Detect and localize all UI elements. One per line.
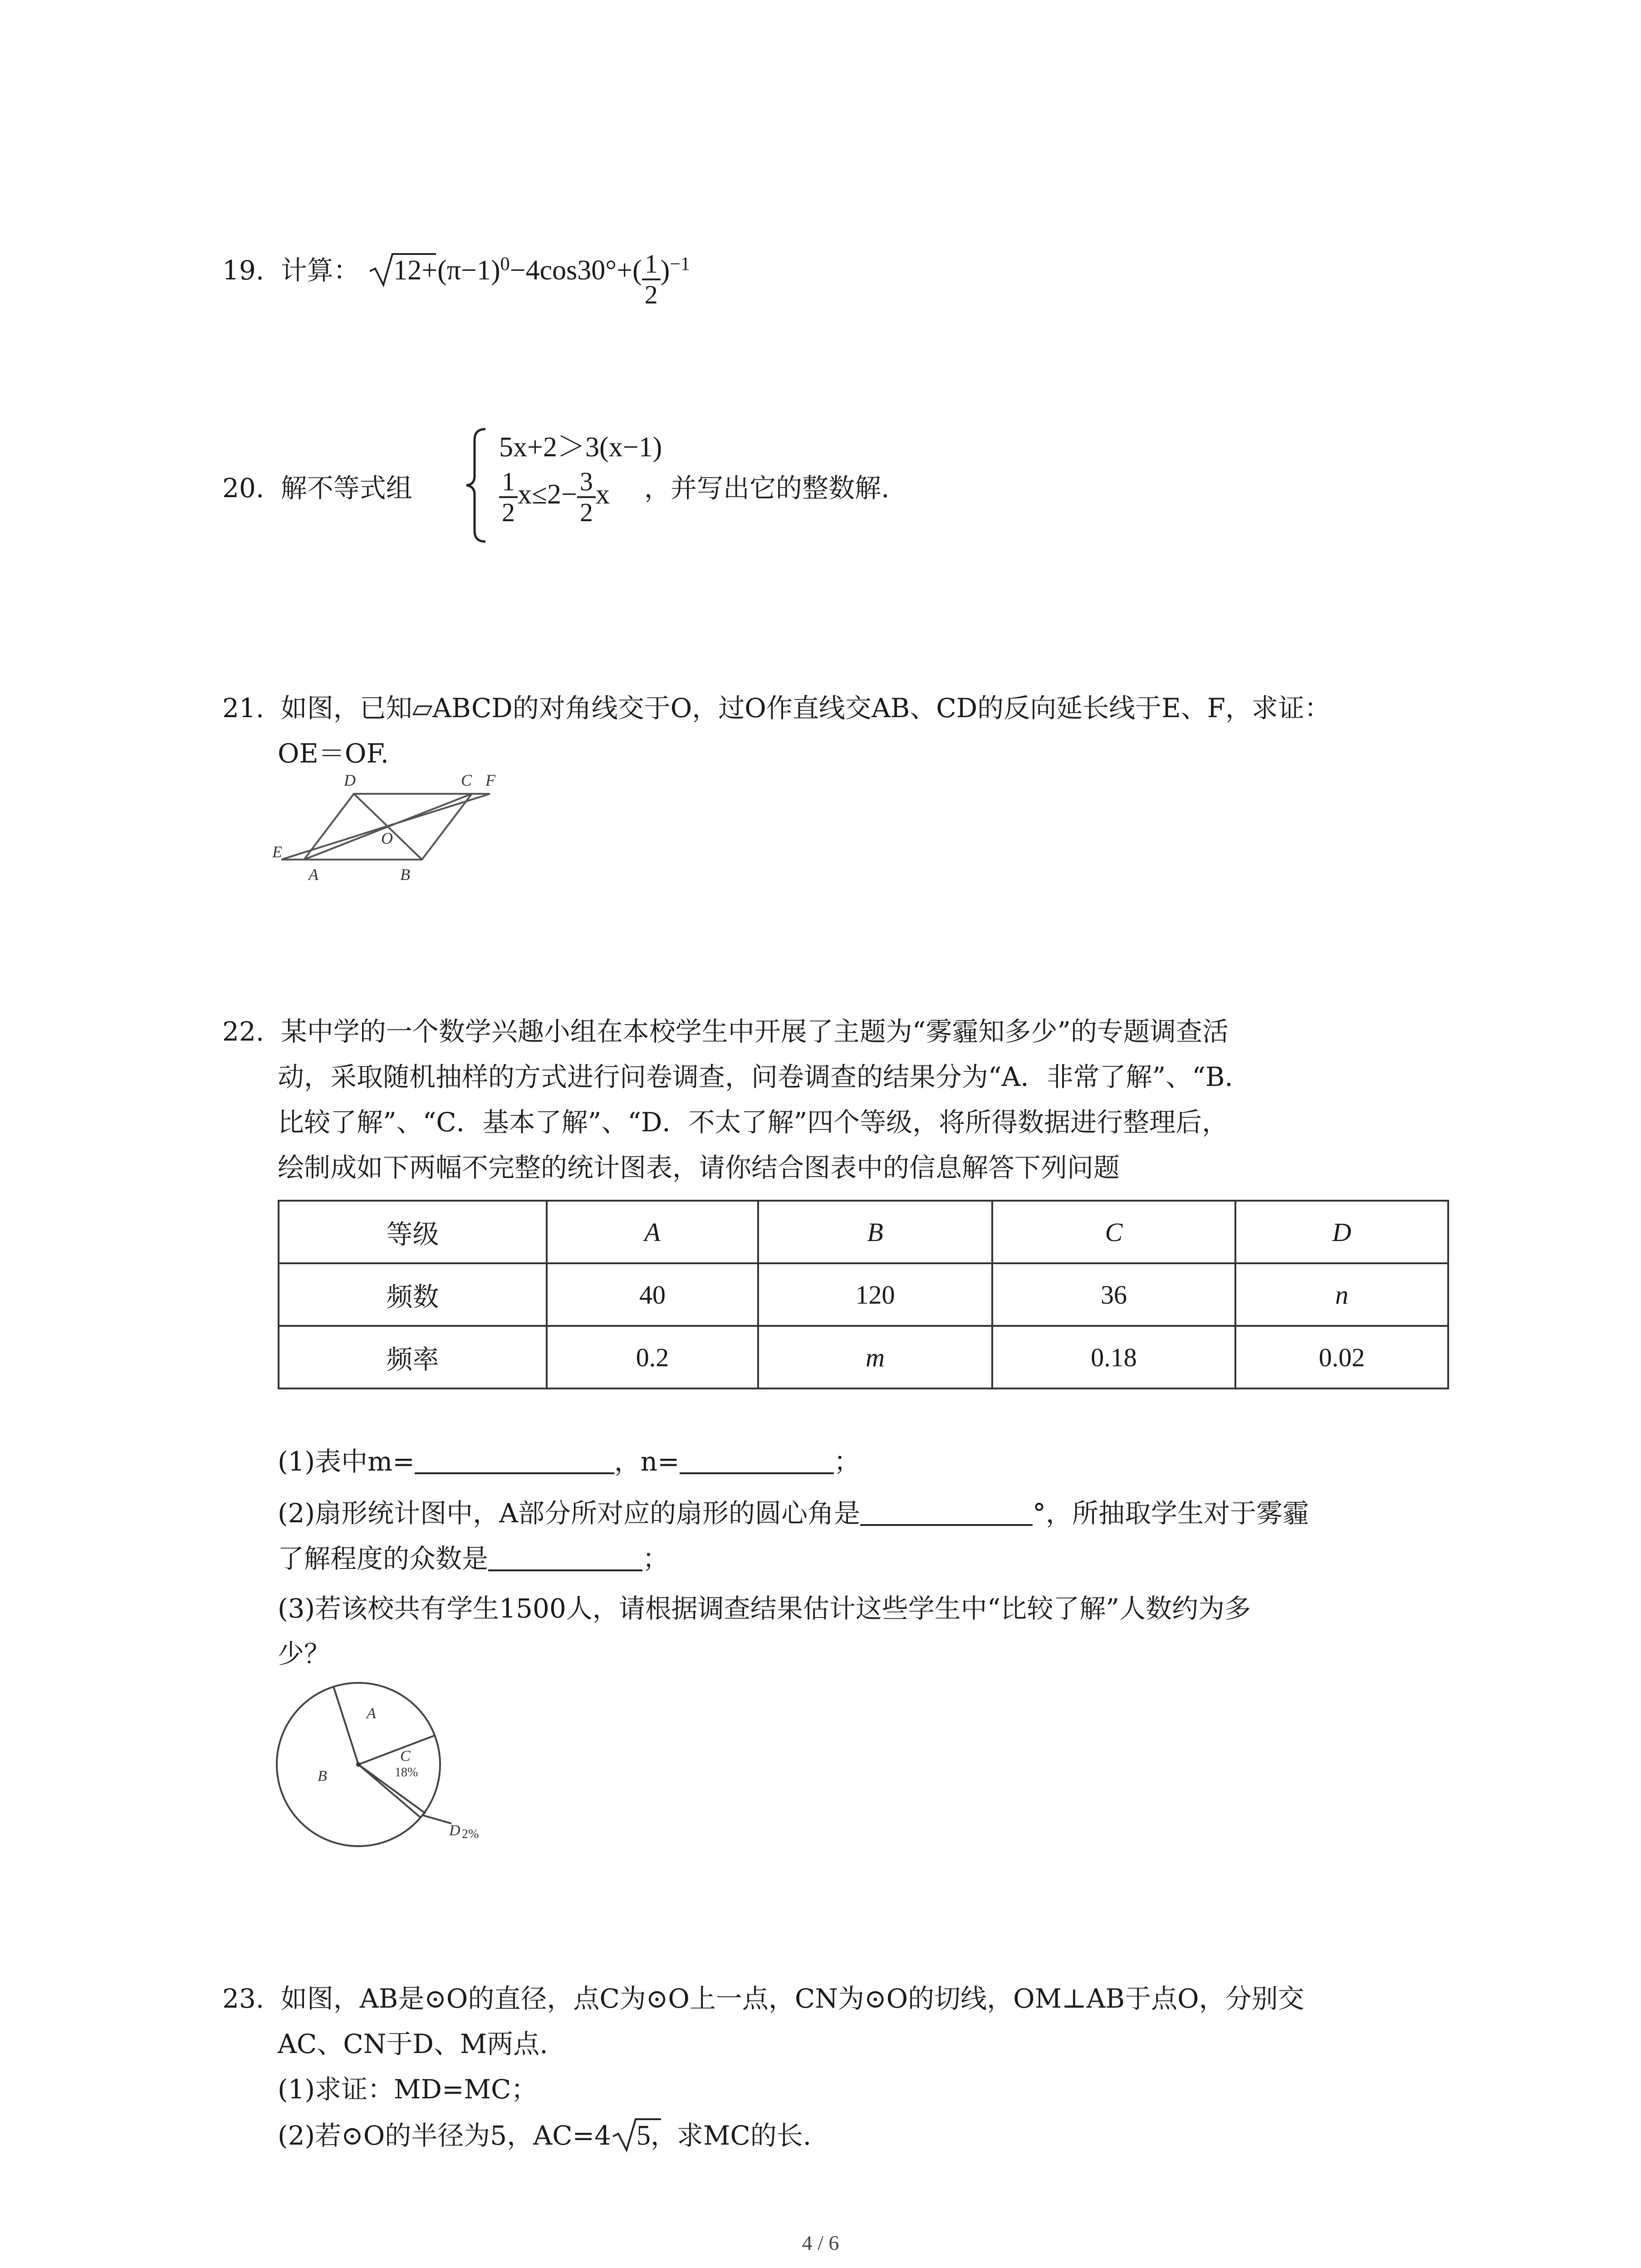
q22-line2: 动，采取随机抽样的方式进行问卷调查，问卷调查的结果分为“A．非常了解”、“B． [278, 1061, 1251, 1092]
q23-sub2-a: (2)若⊙O的半径为5，AC=4 [278, 2120, 611, 2151]
q22-line1 [222, 1015, 1229, 1048]
q22-sub1-a: (1)表中m= [278, 1446, 415, 1477]
q20-frac2-num: 3 [577, 467, 596, 498]
q20-ineq2-mid: x≤2− [518, 479, 577, 510]
q23-sub2-b: ，求MC的长. [650, 2120, 812, 2151]
q22-sub1-b: ，n= [614, 1446, 680, 1477]
pie-label-c-pct: 18% [395, 1765, 418, 1779]
q20-frac1 [499, 467, 518, 527]
label-a: A [309, 865, 318, 884]
q22-sub2-b: °，所抽取学生对于雾霾 [1033, 1498, 1309, 1529]
q19-line [222, 236, 690, 309]
q22-sub1 [278, 1445, 860, 1478]
q22-sub2-cont [278, 1542, 669, 1575]
q22-sub3-cont: 少？ [278, 1638, 331, 1669]
q19-rest3: ) [660, 255, 670, 286]
q20-ineq1: 5x+2＞3(x−1) [499, 432, 662, 463]
answer-blank-m[interactable] [415, 1447, 614, 1474]
q19-fraction [642, 249, 661, 309]
q23-line1 [222, 1982, 1304, 2015]
q20-ineq2-end: x [596, 479, 610, 510]
pie-divider-a-b [333, 1686, 358, 1765]
page-number: 4 / 6 [802, 2231, 839, 2254]
q19-number: 19. [222, 255, 265, 286]
q22-line4: 绘制成如下两幅不完整的统计图表，请你结合图表中的信息解答下列问题 [278, 1152, 1120, 1183]
q20-lead: 解不等式组 [280, 473, 412, 503]
q22-sub2-c: 了解程度的众数是 [278, 1543, 489, 1574]
q22-sub2-d: ； [642, 1543, 669, 1574]
q19-exp0: 0 [500, 254, 510, 275]
table-cell: 0.18 [992, 1326, 1235, 1388]
table-cell: 36 [992, 1263, 1235, 1326]
q21-line1 [222, 692, 1331, 724]
q20-frac2-den: 2 [580, 498, 593, 527]
q23-number: 23. [222, 1983, 265, 2014]
q23-text1: 如图，AB是⊙O的直径，点C为⊙O上一点，CN为⊙O的切线，OM⊥AB于点O，分别交 [280, 1983, 1304, 2014]
q22-sub2 [278, 1497, 1309, 1530]
pie-label-d: D [449, 1822, 460, 1839]
q20-number: 20. [222, 473, 265, 503]
q22-sub3: (3)若该校共有学生1500人，请根据调查结果估计这些学生中“比较了解”人数约为多 [278, 1593, 1251, 1624]
q20-frac1-den: 2 [502, 498, 515, 527]
q23-sub2 [278, 2119, 811, 2152]
q23-line2: AC、CN于D、M两点. [278, 2028, 548, 2059]
table-cell: 0.02 [1235, 1326, 1448, 1388]
q22-line3: 比较了解”、“C．基本了解”、“D．不太了解”四个等级，将所得数据进行整理后， [278, 1107, 1229, 1138]
label-e: E [272, 843, 282, 861]
label-d: D [344, 771, 356, 789]
table-header-cell: C [992, 1201, 1235, 1263]
table-cell: 120 [758, 1263, 992, 1326]
q19-rest1: +(π−1) [421, 255, 500, 286]
q20-frac1-num: 1 [499, 467, 518, 498]
pie-label-b: B [318, 1768, 327, 1784]
pie-label-a: A [367, 1705, 376, 1722]
label-o: O [381, 829, 393, 847]
table-cell: 0.2 [547, 1326, 758, 1388]
table-cell: 40 [547, 1263, 758, 1326]
q20-tail: ，并写出它的整数解. [644, 473, 890, 503]
q21-number: 21. [222, 693, 265, 723]
table-header-cell: D [1235, 1201, 1448, 1263]
pie-d-leader [423, 1815, 451, 1823]
left-brace-icon [463, 426, 490, 544]
answer-blank-mode[interactable] [488, 1544, 642, 1571]
answer-blank-n[interactable] [680, 1447, 834, 1474]
q20-lead-line [222, 472, 412, 504]
q22-sub1-c: ； [833, 1446, 860, 1477]
table-header-cell: 等级 [279, 1201, 547, 1263]
q22-number: 22. [222, 1016, 265, 1047]
sqrt-sign-icon [611, 2116, 661, 2153]
label-b: B [400, 865, 410, 884]
q23-sub1: (1)求证：MD=MC； [278, 2074, 538, 2105]
q19-radicand: 12 [393, 255, 422, 286]
table-cell: 频率 [279, 1326, 547, 1388]
pie-divider-a-c [358, 1735, 435, 1765]
table-cell: 频数 [279, 1263, 547, 1326]
q20-ineq2 [499, 467, 610, 527]
table-cell: m [758, 1326, 992, 1388]
q22-text1: 某中学的一个数学兴趣小组在本校学生中开展了主题为“雾霾知多少”的专题调查活 [280, 1016, 1229, 1047]
pie-label-c: C [400, 1748, 411, 1765]
q19-exp-neg1: −1 [670, 254, 691, 275]
table-row [279, 1263, 1448, 1326]
label-f: F [485, 771, 495, 789]
q21-text1: 如图，已知▱ABCD的对角线交于O，过O作直线交AB、CD的反向延长线于E、F，求证： [280, 693, 1331, 723]
table-header-row [279, 1201, 1448, 1263]
answer-blank-angle[interactable] [860, 1499, 1033, 1526]
pie-label-d-pct: 2% [462, 1827, 479, 1841]
q19-sqrt [368, 254, 421, 287]
parallelogram-figure [272, 767, 508, 889]
pie-chart-figure [272, 1674, 508, 1855]
line-ef [281, 794, 490, 860]
sqrt-sign-icon [368, 251, 436, 288]
q20-frac2 [577, 467, 596, 527]
q23-radicand: 5 [636, 2120, 651, 2151]
table-cell: n [1235, 1263, 1448, 1326]
pie-center [356, 1762, 361, 1767]
q21-line2: OE＝OF. [278, 738, 389, 769]
q23-sqrt [611, 2119, 651, 2152]
q19-frac-den: 2 [644, 280, 658, 309]
table-header-cell: B [758, 1201, 992, 1263]
q19-frac-num: 1 [642, 249, 661, 280]
label-c: C [461, 771, 472, 789]
table-header-cell: A [547, 1201, 758, 1263]
frequency-table [278, 1200, 1449, 1389]
q19-rest2: −4cos30°+( [509, 255, 642, 286]
q22-sub2-a: (2)扇形统计图中，A部分所对应的扇形的圆心角是 [278, 1498, 861, 1529]
q19-lead: 计算： [280, 255, 360, 286]
table-row [279, 1326, 1448, 1388]
